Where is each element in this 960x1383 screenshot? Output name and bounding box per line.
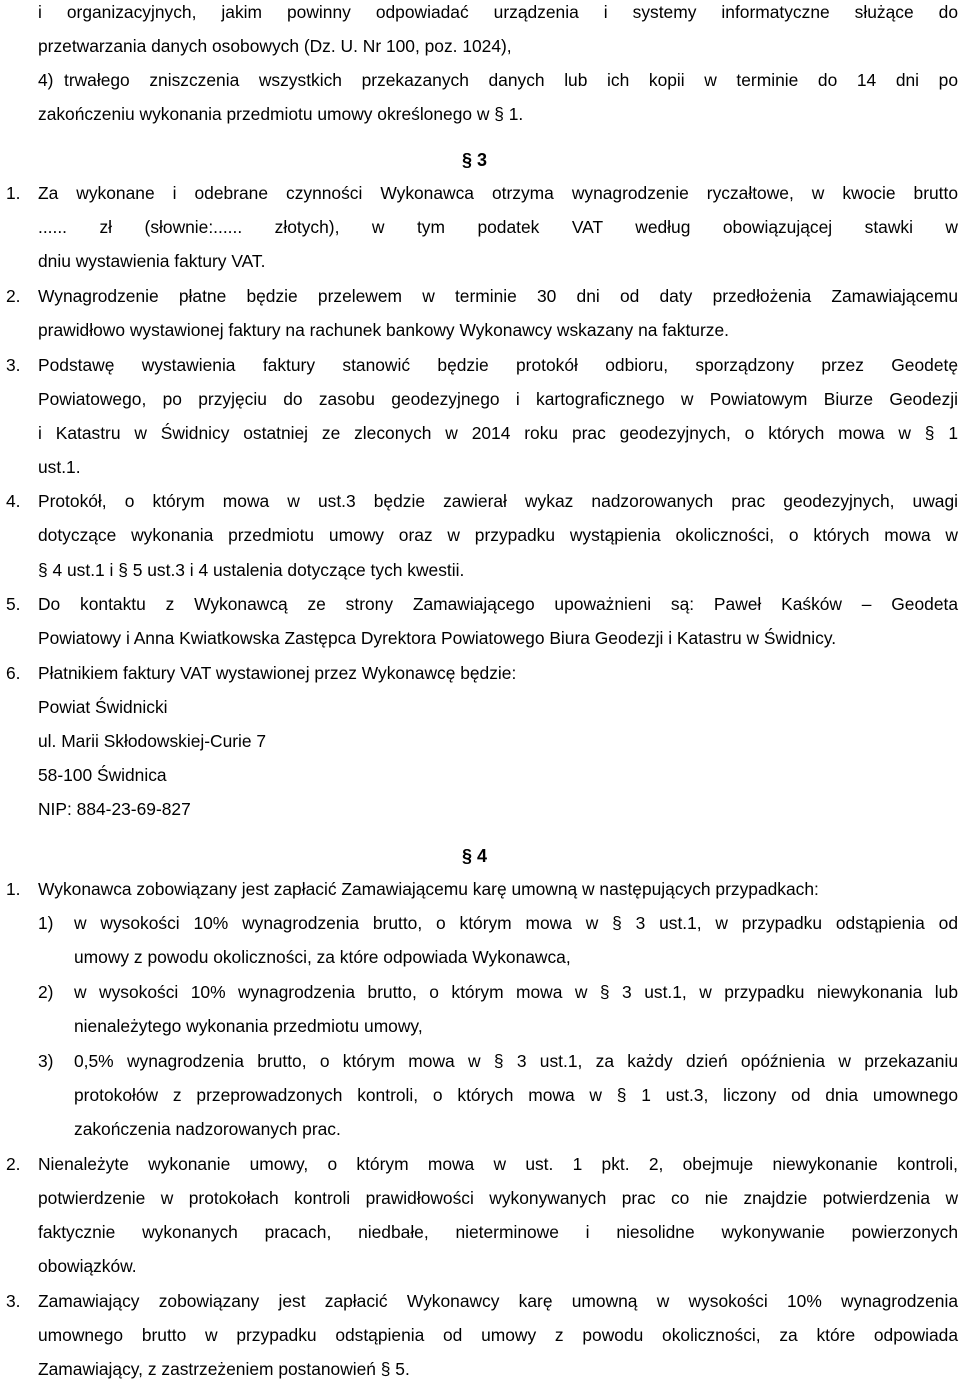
item-line: Za wykonane i odebrane czynności Wykonawca otrzyma wynagrodzenie ryczałtowe, w kwocie brutto <box>38 183 958 203</box>
item-line: Wykonawca zobowiązany jest zapłacić Zamawiającemu karę umowną w następujących przypadkach: <box>38 879 819 899</box>
subitem-line: zakończenia nadzorowanych prac. <box>74 1119 341 1139</box>
section-heading-3: § 3 <box>462 150 488 170</box>
subitem-number: 3) <box>38 1051 54 1071</box>
item-number: 4. <box>6 491 21 511</box>
subitem-number: 2) <box>38 982 54 1002</box>
item-number: 4) <box>38 70 54 90</box>
item-number: 2. <box>6 286 21 306</box>
address-nip: NIP: 884-23-69-827 <box>38 799 191 819</box>
item-line: potwierdzenie w protokołach kontroli prawidłowości wykonywanych prac co nie znajdzie potwierdzenia w <box>38 1188 958 1208</box>
subitem-line: umowy z powodu okoliczności, za które odpowiada Wykonawca, <box>74 947 571 967</box>
item-line: Powiatowy i Anna Kwiatkowska Zastępca Dyrektora Powiatowego Biura Geodezji i Katastru w Świdnicy. <box>38 628 837 648</box>
item-line: obowiązków. <box>38 1256 137 1276</box>
item-line: zakończeniu wykonania przedmiotu umowy określonego w § 1. <box>38 104 524 124</box>
item-line: dniu wystawienia faktury VAT. <box>38 251 266 271</box>
item-line: dotyczące wykonania przedmiotu umowy oraz w przypadku wystąpienia okoliczności, o których mowa w <box>38 525 958 545</box>
item-number: 3. <box>6 1291 21 1311</box>
item-line: Zamawiający zobowiązany jest zapłacić Wykonawcy karę umowną w wysokości 10% wynagrodzenia <box>38 1291 958 1311</box>
item-line: Zamawiający, z zastrzeżeniem postanowień § 5. <box>38 1359 410 1379</box>
item-line: ust.1. <box>38 457 81 477</box>
item-line: umownego brutto w przypadku odstąpienia od umowy z powodu okoliczności, za które odpowiada <box>38 1325 958 1345</box>
item-line: § 4 ust.1 i § 5 ust.3 i 4 ustalenia dotyczące tych kwestii. <box>38 560 465 580</box>
subitem-number: 1) <box>38 913 54 933</box>
address-name: Powiat Świdnicki <box>38 697 168 717</box>
address-city: 58-100 Świdnica <box>38 765 167 785</box>
item-line: Podstawę wystawienia faktury stanowić będzie protokół odbioru, sporządzony przez Geodetę <box>38 355 958 375</box>
item-line: prawidłowo wystawionej faktury na rachunek bankowy Wykonawcy wskazany na fakturze. <box>38 320 729 340</box>
item-line: Nienależyte wykonanie umowy, o którym mowa w ust. 1 pkt. 2, obejmuje niewykonanie kontroli, <box>38 1154 958 1174</box>
intro-line-1: i organizacyjnych, jakim powinny odpowiadać urządzenia i systemy informatyczne służące do <box>38 2 958 22</box>
item-line: Protokół, o którym mowa w ust.3 będzie zawierał wykaz nadzorowanych prac geodezyjnych, uwagi <box>38 491 958 511</box>
subitem-line: w wysokości 10% wynagrodzenia brutto, o którym mowa w § 3 ust.1, w przypadku odstąpienia od <box>74 913 958 933</box>
item-line: Płatnikiem faktury VAT wystawionej przez Wykonawcę będzie: <box>38 663 517 683</box>
subitem-line: w wysokości 10% wynagrodzenia brutto, o którym mowa w § 3 ust.1, w przypadku niewykonania lub <box>74 982 958 1002</box>
section-heading-4: § 4 <box>462 846 488 866</box>
item-line: Do kontaktu z Wykonawcą ze strony Zamawiającego upoważnieni są: Paweł Kaśków – Geodeta <box>38 594 958 614</box>
intro-line-2: przetwarzania danych osobowych (Dz. U. Nr 100, poz. 1024), <box>38 36 512 56</box>
item-line: Wynagrodzenie płatne będzie przelewem w terminie 30 dni od daty przedłożenia Zamawiającemu <box>38 286 958 306</box>
item-line: ...... zł (słownie:...... złotych), w tym podatek VAT według obowiązującej stawki w <box>38 217 958 237</box>
subitem-line: nienależytego wykonania przedmiotu umowy, <box>74 1016 423 1036</box>
address-street: ul. Marii Skłodowskiej-Curie 7 <box>38 731 267 751</box>
item-number: 1. <box>6 879 21 899</box>
item-number: 3. <box>6 355 21 375</box>
subitem-line: protokołów z przeprowadzonych kontroli, o których mowa w § 1 ust.3, liczony od dnia umownego <box>74 1085 958 1105</box>
item-line: i Katastru w Świdnicy ostatniej ze zleconych w 2014 roku prac geodezyjnych, o których mowa w § 1 <box>38 423 958 443</box>
item-number: 5. <box>6 594 21 614</box>
item-line: faktycznie wykonanych pracach, niedbałe, nieterminowe i niesolidne wykonywanie powierzonych <box>38 1222 958 1242</box>
item-number: 6. <box>6 663 21 683</box>
item-number: 2. <box>6 1154 21 1174</box>
item-line: Powiatowego, po przyjęciu do zasobu geodezyjnego i kartograficznego w Powiatowym Biurze Geodezji <box>38 389 958 409</box>
subitem-line: 0,5% wynagrodzenia brutto, o którym mowa w § 3 ust.1, za każdy dzień opóźnienia w przekazaniu <box>74 1051 958 1071</box>
item-number: 1. <box>6 183 21 203</box>
item-line: trwałego zniszczenia wszystkich przekazanych danych lub ich kopii w terminie do 14 dni po <box>64 70 958 90</box>
